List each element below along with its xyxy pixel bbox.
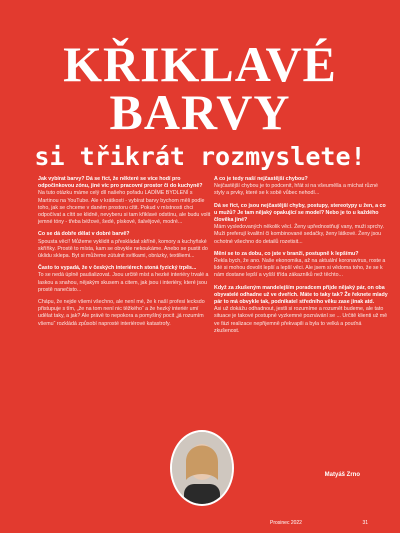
left-column — [38, 176, 212, 333]
author-name: Matyáš Zrno — [324, 472, 360, 478]
qa-item — [214, 285, 388, 335]
question: Jak vybírat barvy? Dá se říct, že některé se více hodí pro odpočinkovou zónu, jiné víc pro pracovní prostor či do kuchyně? — [38, 176, 203, 190]
question: A co je tedy naší nejčastější chybou? — [214, 176, 308, 182]
qa-item — [38, 231, 212, 260]
subtitle: si třikrát rozmyslete! — [34, 142, 366, 171]
qa-item — [214, 203, 388, 246]
answer: Řekla bych, že ano. Naše ekonomika, až na aktuální koronavirus, roste a lidé si mohou dovolit lepší a lepší věci. Ale jsem si vědoma toho, že se k nám dostane lepší a vyšší třída zákazníků než těchto... — [214, 258, 386, 279]
question: Mění se to za dobu, co jste v branži, postupně k lepšímu? — [214, 250, 359, 257]
right-column — [214, 176, 388, 340]
answer: Mám vysledovaných několik věcí. Ženy upřednostňují vany, muži sprchy. Muži preferují kvalitní či kombinované sedačky, ženy látkové. Ženy jsou ochotné všechno do detailů rozetisit... — [214, 224, 384, 245]
answer: To se nedá úplně paušalizovat. Jsou určitě míst a hezké interiéry trvalé a laskou a snahou, nějakým skusem a citem, jak jsou i interiéry, které jsou prostě nanečisto... — [38, 272, 209, 293]
answer: Chápu, že nejde všemi všechno, ale není mé, že k naší profesi lecksdo přistupuje s tím, „že na tom není nic těžkého“ a že hezký interiér umí udělat taky, a jak? Ale právě to nepokora a pomyšlný pocit „já rozumím všemu“ rozkládá způsobí naprosté interiérové katastrofy. — [38, 299, 205, 327]
question: Dá se říct, co jsou nejčastější chyby, postupy, stereotypy u žen, a co u mužů? Je tam nějaký opakující se model? Nebo je to u každého člověka jiné? — [214, 202, 386, 224]
footer — [0, 517, 400, 533]
title-block — [0, 36, 400, 171]
qa-item — [38, 176, 212, 226]
answer: Na tuto otázku máme celý díl našeho pořadu LADÍME BYDLENÍ s Martinou na YouTube. Ale v krátkosti - vybírat barvy bychom měli podle toho, jak se chceme v daném prostoru cítit. Pokud v místnosti chci odpočívat a cítit se klidně, nevyberu si tam křiklavé odstínu, ale budu volit jemné tóny - třeba béžové, šedé, pískové, šalvějové, modré... — [38, 190, 211, 226]
author-photo — [170, 430, 234, 506]
qa-item — [214, 251, 388, 280]
question: Když za zkušeným mandelejším poradcem přijde nějaký pár, on oba obyvatelé odhadne už ve dveřích. Máte to taky tak? Že řeknete mlady pár to má obvykle tak, podnikatel středního věku zase jinak atd. — [214, 284, 388, 306]
qa-item — [38, 265, 212, 294]
title-line-2: BARVY — [109, 84, 291, 140]
question: Co se dá dobře dělat v dobré barvě? — [38, 231, 130, 238]
title-line-1: KŘIKLAVÉ — [63, 36, 337, 92]
footer-issue: Prosinec 2022 — [270, 520, 302, 526]
qa-item — [214, 176, 388, 198]
qa-item — [38, 299, 212, 328]
answer: Spousta věcí! Můžeme vyklidit a přeskládat skříně, komory a kuchyňské skříňky. Prostě to místa, kam se obvykle nekoukáme. Anebo se pustit do úklidu sklepa. Byt si můžeme zútulnit svítkami, obrázky, textiliemi... — [38, 238, 208, 260]
answer: Asi už dokážu odhadnout, jestli si rozumíme a rozumět budeme, ale tato situace je takové postupné vyzkemné poznávání se ... Určitě klienti už mě ve fázi realizace nepřijemně překvapili a byla to velká a pouťná zkušenost. — [214, 306, 388, 334]
portrait-image — [172, 432, 232, 504]
title — [0, 36, 400, 140]
page-number: 31 — [362, 520, 368, 526]
answer: Nejčastější chybou je to podcenit, hřát si na všeumělla a míchat různé styly a prvky, které se k sobě vůbec nehodí... — [214, 183, 378, 197]
question: Často to vypadá, že v českých interiérech stoná fyzický trpěs... — [38, 265, 197, 272]
